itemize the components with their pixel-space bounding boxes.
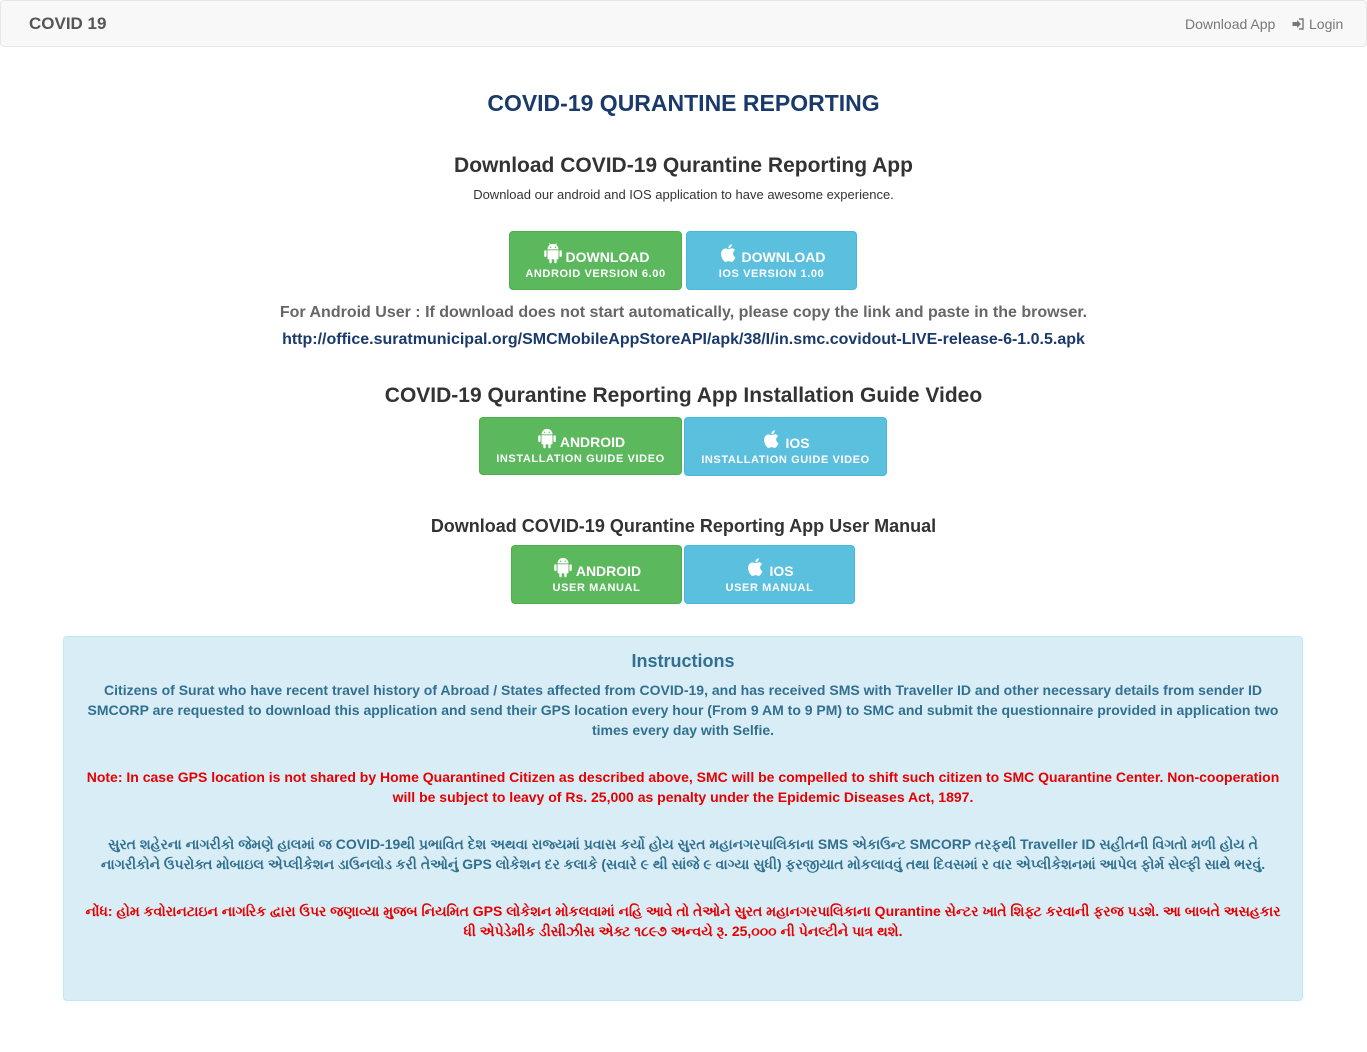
android-icon (552, 556, 574, 578)
instructions-title: Instructions (631, 651, 735, 671)
manual-ios-label: IOS (769, 562, 794, 579)
download-subtitle: Download our android and IOS application to have awesome experience. (473, 187, 894, 202)
video-android-label: ANDROID (559, 434, 626, 450)
apple-icon (718, 242, 740, 264)
download-app-link[interactable]: Download App (1185, 16, 1276, 32)
manual-ios-sublabel: USER MANUAL (725, 581, 814, 594)
manual-ios-button[interactable] (684, 545, 855, 604)
apple-icon (745, 556, 767, 578)
download-heading: Download COVID-19 Qurantine Reporting App (454, 154, 913, 177)
login-icon (1292, 18, 1304, 30)
video-ios-button[interactable] (684, 417, 887, 476)
android-download-note: For Android User : If download does not start automatically, please copy the link and paste in the browser. (279, 304, 1088, 321)
instructions-english-note: Note: In case GPS location is not shared by Home Quarantined Citizen as described above, SMC will be compelled to shift such citizen to SMC Quarantine Center. Non-cooperation will be subject to leavy of Rs. 25,000 as penalty under the Epidemic Diseases Act, 1897. (86, 769, 1280, 805)
android-icon (542, 242, 564, 264)
manual-heading: Download COVID-19 Qurantine Reporting App User Manual (430, 516, 937, 536)
instructions-gujarati: સુરત શહેરના નાગરીકો જેમણે હાલમાં જ COVID-19થી પ્રભાવિત દેશ અથવા રાજ્યમાં પ્રવાસ કર્યો હોય સુરત મહાનગરપાલિકાના SMS એકાઉન્ટ SMCORP તરફથી Traveller ID સહીતની વિગતો મળી હોય તે નાગરીકોને ઉપરોક્ત મોબાઇલ એપ્લીકેશન ડાઉનલોડ કરી તેઓનું GPS લોકેશન દર કલાકે (સવારે ૯ થી સાંજે ૯ વાગ્યા સુધી) ફરજીયાત મોકલાવવું તથા દિવસમાં ર વાર એપ્લીકેશનમાં આપેલ ફોર્મ સેલ્ફી સાથે ભરવું. (100, 836, 1266, 872)
instructions-gujarati-note: નોંધ: હોમ કવોરાનટાઇન નાગરિક દ્વારા ઉપર જણાવ્યા મુજબ નિયમિત GPS લોકેશન મોકલવામાં નહિ આવે તો તેઓને સુરત મહાનગરપાલિકાના Qurantine સેન્ટર ખાતે શિફ્ટ કરવાની ફરજ પડશે. આ બાબતે અસહકાર ધી એપેડેમીક ડીસીઝીસ એક્ટ ૧૮૯૭ અન્વયે રૂ. 25,૦૦૦ ની પેનલ્ટીને પાત્ર થશે. (85, 903, 1281, 939)
login-link[interactable] (1292, 16, 1343, 32)
video-ios-sublabel: INSTALLATION GUIDE VIDEO (701, 453, 870, 466)
download-android-button[interactable] (509, 231, 682, 290)
download-ios-button[interactable] (686, 231, 857, 290)
video-android-sublabel: INSTALLATION GUIDE VIDEO (496, 453, 665, 465)
apk-link[interactable]: http://office.suratmunicipal.org/SMCMobileAppStoreAPI/apk/38/I/in.smc.covidout-LIVE-release-6-1.0.5.apk (282, 331, 1085, 348)
instructions-english: Citizens of Surat who have recent travel history of Abroad / States affected from COVID-19, and has received SMS with Traveller ID and other necessary details from sender ID SMCORP are requested to download this application and send their GPS location every hour (From 9 AM to 9 PM) to SMC and submit the questionnaire provided in application two times every day with Selfie. (87, 682, 1279, 738)
manual-android-label: ANDROID (575, 562, 642, 579)
navbar-brand[interactable]: COVID 19 (29, 14, 107, 33)
manual-android-button[interactable] (511, 545, 682, 604)
android-icon (536, 427, 558, 449)
apple-icon (761, 428, 783, 450)
login-label: Login (1309, 16, 1344, 32)
video-ios-label: IOS (785, 434, 810, 451)
download-ios-version: IOS VERSION 1.00 (718, 267, 825, 280)
instructions-panel (63, 636, 1303, 1001)
page-title: COVID-19 QURANTINE REPORTING (487, 90, 880, 116)
video-android-button[interactable] (479, 417, 682, 475)
manual-android-sublabel: USER MANUAL (552, 581, 641, 594)
video-heading: COVID-19 Qurantine Reporting App Installation Guide Video (384, 384, 983, 407)
download-android-version: ANDROID VERSION 6.00 (525, 267, 666, 280)
download-android-label: DOWNLOAD (565, 248, 650, 265)
download-ios-label: DOWNLOAD (741, 248, 826, 265)
navbar (0, 0, 1367, 47)
